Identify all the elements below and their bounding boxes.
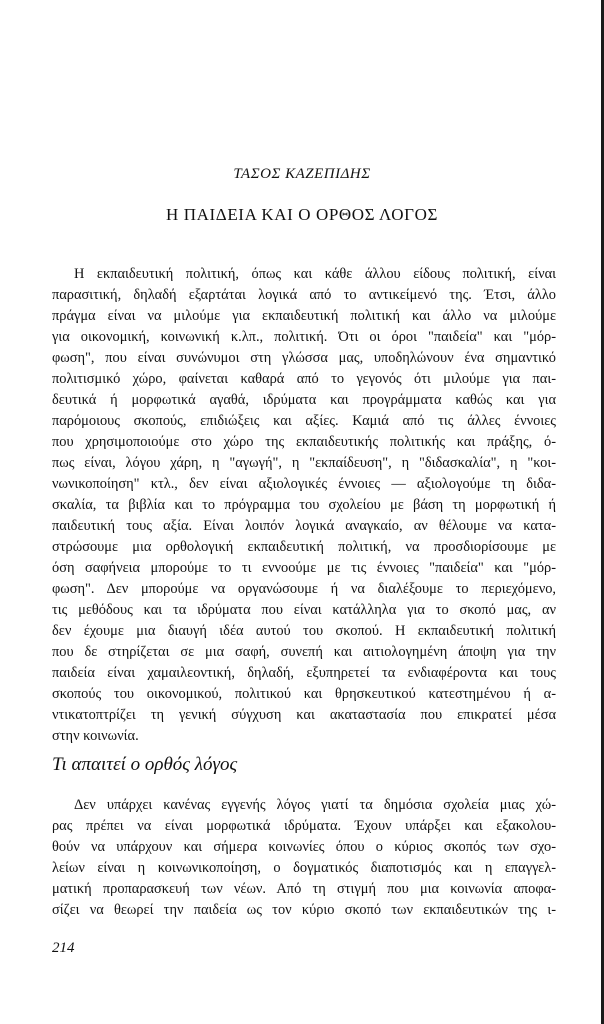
text-line: νωνικοποίηση" κτλ., δεν είναι αξιολογικές έννοιες — αξιολογούμε τη διδα- xyxy=(52,476,556,492)
text-line: πράγμα είναι να μιλούμε για εκπαιδευτική πολιτική και άλλο να μιλούμε xyxy=(52,308,556,324)
text-line: σκοπούς του οικονομικού, πολιτικού και θρησκευτικού κατεστημένου ή α- xyxy=(52,686,556,702)
text-line: λείων είναι η κοινωνικοποίηση, ο δογματικός διαποτισμός και η επαγγελ- xyxy=(52,860,556,876)
text-line: για οικονομική, κοινωνική κ.λπ., πολιτική. Ότι οι όροι "παιδεία" και "μόρ- xyxy=(52,329,556,345)
body-paragraph-2 xyxy=(52,795,556,921)
text-line: παρόμοιους σκοπούς, επιδιώξεις και αξίες. Καμιά από τις άλλες έννοιες xyxy=(52,413,556,429)
running-head-author: ΤΑΣΟΣ ΚΑΖΕΠΙΔΗΣ xyxy=(233,166,371,182)
text-line: πως είναι, λόγου χάρη, η "αγωγή", η "εκπαίδευση", η "διδασκαλία", η "κοι- xyxy=(52,455,556,471)
text-line: σίζει να θεωρεί την παιδεία ως τον κύριο σκοπό των εκπαιδευτικών της ι- xyxy=(52,902,556,918)
text-line: παιδευτική τους αξία. Είναι λοιπόν λογικά αναγκαίο, αν θέλουμε να κατα- xyxy=(52,518,556,534)
text-line: στρώσουμε μια ορθολογική εκπαιδευτική πολιτική, να προσδιορίσουμε με xyxy=(52,539,556,555)
text-line: που χρησιμοποιούμε στο χώρο της εκπαιδευτικής πολιτικής και πράξης, ό- xyxy=(52,434,556,450)
text-line: Δεν υπάρχει κανένας εγγενής λόγος γιατί τα δημόσια σχολεία μιας χώ- xyxy=(74,797,556,813)
text-line: ματική προπαρασκευή των νέων. Από τη στιγμή που μια κοινωνία αποφα- xyxy=(52,881,556,897)
page-number: 214 xyxy=(52,940,75,956)
text-line: θούν να υπάρχουν και σήμερα κοινωνίες όπου ο κύριος σκοπός των σχο- xyxy=(52,839,556,855)
text-line: Η εκπαιδευτική πολιτική, όπως και κάθε άλλου είδους πολιτική, είναι xyxy=(74,266,556,282)
text-line: που δε στηρίζεται σε μια σαφή, συνεπή και αιτιολογημένη άποψη για την xyxy=(52,644,556,660)
text-line: δευτικά ή μορφωτικά αγαθά, ιδρύματα και προγράμματα καθώς και για xyxy=(52,392,556,408)
text-line: στην κοινωνία. xyxy=(52,728,139,744)
section-heading: Τι απαιτεί ο ορθός λόγος xyxy=(52,754,238,775)
text-line: παιδεία είναι χαμαιλεοντική, δηλαδή, εξυπηρετεί τα ενδιαφέροντα και τους xyxy=(52,665,556,681)
text-line: φωση", που είναι συνώνυμοι στη γλώσσα μας, υποδηλώνουν ένα σημαντικό xyxy=(52,350,556,366)
chapter-title: Η ΠΑΙΔΕΙΑ ΚΑΙ Ο ΟΡΘΟΣ ΛΟΓΟΣ xyxy=(166,205,438,224)
text-line: πολιτισμικό χώρο, φαίνεται καθαρά από το γεγονός ότι μιλούμε για παι- xyxy=(52,371,556,387)
text-line: ρας πρέπει να είναι μορφωτικά ιδρύματα. Έχουν υπάρξει και εξακολου- xyxy=(52,818,556,834)
text-line: τις μεθόδους και τα ιδρύματα που είναι κατάλληλα για το σκοπό μας, αν xyxy=(52,602,556,618)
body-paragraph-1 xyxy=(52,264,556,747)
text-line: όση σαφήνεια μπορούμε το τι εννοούμε με τις έννοιες "παιδεία" και "μόρ- xyxy=(52,560,556,576)
text-line: δεν έχουμε μια διαυγή ιδέα αυτού του σκοπού. Η εκπαιδευτική πολιτική xyxy=(52,623,556,639)
text-line: ντικατοπτρίζει τη γενική σύγχυση και ακαταστασία που επικρατεί μέσα xyxy=(52,707,556,723)
text-line: φωση". Δεν μπορούμε να οργανώσουμε ή να διαλέξουμε το περιεχόμενο, xyxy=(52,581,556,597)
text-line: παρασιτική, δηλαδή εξαρτάται λογικά από το αντικείμενό της. Έτσι, άλλο xyxy=(52,287,556,303)
text-line: σκαλία, τα βιβλία και το πρόγραμμα του σχολείου με βάση τη μορφωτική ή xyxy=(52,497,556,513)
